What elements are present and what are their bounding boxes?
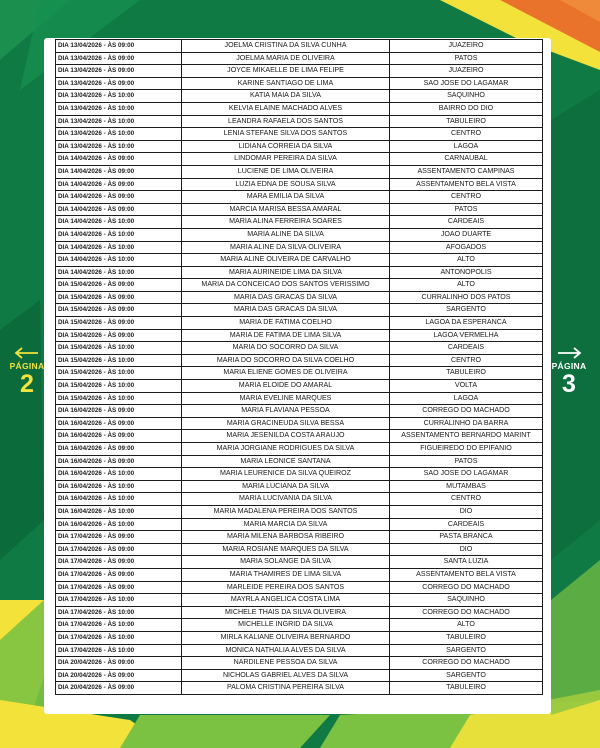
table-row — [56, 581, 543, 594]
table-row — [56, 216, 543, 229]
name-cell: LUZIA EDNA DE SOUSA SILVA — [182, 178, 390, 191]
table-row — [56, 342, 543, 355]
date-cell: DIA 20/04/2026 - ÀS 09:00 — [56, 669, 182, 682]
table-row — [56, 380, 543, 393]
next-page-label: PÁGINA — [551, 361, 587, 371]
name-cell: MARIA MADALENA PEREIRA DOS SANTOS — [182, 505, 390, 518]
date-cell: DIA 16/04/2026 - ÀS 10:00 — [56, 505, 182, 518]
date-cell: DIA 16/04/2026 - ÀS 10:00 — [56, 493, 182, 506]
table-row — [56, 191, 543, 204]
table-row — [56, 657, 543, 670]
date-cell: DIA 13/04/2026 - ÀS 10:00 — [56, 115, 182, 128]
table-row — [56, 644, 543, 657]
location-cell: LAGOA — [390, 392, 543, 405]
name-cell: LEANDRA RAFAELA DOS SANTOS — [182, 115, 390, 128]
location-cell: JUAZEIRO — [390, 40, 543, 53]
location-cell: JOAO DUARTE — [390, 228, 543, 241]
location-cell: ANTONOPOLIS — [390, 266, 543, 279]
previous-page-nav[interactable] — [8, 347, 46, 397]
date-cell: DIA 15/04/2026 - ÀS 10:00 — [56, 367, 182, 380]
date-cell: DIA 15/04/2026 - ÀS 09:00 — [56, 317, 182, 330]
name-cell: MARIA DE FATIMA DE LIMA SILVA — [182, 329, 390, 342]
date-cell: DIA 14/04/2026 - ÀS 09:00 — [56, 203, 182, 216]
table-row — [56, 405, 543, 418]
date-cell: DIA 17/04/2026 - ÀS 10:00 — [56, 619, 182, 632]
name-cell: MARIA LEONICE SANTANA — [182, 455, 390, 468]
date-cell: DIA 14/04/2026 - ÀS 10:00 — [56, 241, 182, 254]
date-cell: DIA 16/04/2026 - ÀS 10:00 — [56, 518, 182, 531]
table-row — [56, 77, 543, 90]
name-cell: LENIA STEFANE SILVA DOS SANTOS — [182, 128, 390, 141]
location-cell: ASSENTAMENTO CAMPINAS — [390, 165, 543, 178]
date-cell: DIA 15/04/2026 - ÀS 09:00 — [56, 304, 182, 317]
name-cell: MICHELE THAIS DA SILVA OLIVEIRA — [182, 606, 390, 619]
name-cell: MONICA NATHALIA ALVES DA SILVA — [182, 644, 390, 657]
table-row — [56, 518, 543, 531]
location-cell: JUAZEIRO — [390, 65, 543, 78]
name-cell: MARIA DO SOCORRO DA SILVA — [182, 342, 390, 355]
table-row — [56, 443, 543, 456]
previous-page-label: PÁGINA — [9, 361, 45, 371]
name-cell: MARLEIDE PEREIRA DOS SANTOS — [182, 581, 390, 594]
table-row — [56, 619, 543, 632]
name-cell: MARIA ALINA FERREIRA SOARES — [182, 216, 390, 229]
table-row — [56, 178, 543, 191]
location-cell: SANTA LUZIA — [390, 556, 543, 569]
table-row — [56, 682, 543, 695]
name-cell: MIRLA KALIANE OLIVEIRA BERNARDO — [182, 631, 390, 644]
table-row — [56, 669, 543, 682]
location-cell: SARGENTO — [390, 669, 543, 682]
table-row — [56, 367, 543, 380]
date-cell: DIA 13/04/2026 - ÀS 09:00 — [56, 77, 182, 90]
name-cell: MARIA ALINE OLIVEIRA DE CARVALHO — [182, 254, 390, 267]
table-row — [56, 241, 543, 254]
name-cell: MARIA FLAVIANA PESSOA — [182, 405, 390, 418]
location-cell: PATOS — [390, 455, 543, 468]
location-cell: CARDEAIS — [390, 342, 543, 355]
location-cell: LAGOA DA ESPERANCA — [390, 317, 543, 330]
location-cell: CENTRO — [390, 493, 543, 506]
table-row — [56, 291, 543, 304]
name-cell: LIDIANA CORREIA DA SILVA — [182, 140, 390, 153]
location-cell: BAIRRO DO DIO — [390, 102, 543, 115]
location-cell: TABULEIRO — [390, 631, 543, 644]
date-cell: DIA 15/04/2026 - ÀS 10:00 — [56, 354, 182, 367]
location-cell: SAQUINHO — [390, 594, 543, 607]
table-row — [56, 90, 543, 103]
name-cell: MARIA MARCIA DA SILVA — [182, 518, 390, 531]
date-cell: DIA 14/04/2026 - ÀS 09:00 — [56, 153, 182, 166]
table-row — [56, 317, 543, 330]
date-cell: DIA 13/04/2026 - ÀS 10:00 — [56, 128, 182, 141]
location-cell: MUTAMBAS — [390, 480, 543, 493]
name-cell: LUCIENE DE LIMA OLIVEIRA — [182, 165, 390, 178]
table-row — [56, 480, 543, 493]
table-row — [56, 455, 543, 468]
name-cell: MARIA DE FATIMA COELHO — [182, 317, 390, 330]
location-cell: AFOGADOS — [390, 241, 543, 254]
date-cell: DIA 14/04/2026 - ÀS 10:00 — [56, 254, 182, 267]
name-cell: JOELMA CRISTINA DA SILVA CUNHA — [182, 40, 390, 53]
location-cell: DIO — [390, 543, 543, 556]
name-cell: MARIA JORGIANE RODRIGUES DA SILVA — [182, 443, 390, 456]
location-cell: DIO — [390, 505, 543, 518]
name-cell: MARIA EVELINE MARQUES — [182, 392, 390, 405]
location-cell: CORREGO DO MACHADO — [390, 657, 543, 670]
table-row — [56, 165, 543, 178]
next-page-number: 3 — [562, 370, 576, 398]
location-cell: TABULEIRO — [390, 115, 543, 128]
date-cell: DIA 14/04/2026 - ÀS 09:00 — [56, 191, 182, 204]
location-cell: CARNAUBAL — [390, 153, 543, 166]
name-cell: KARINE SANTIAGO DE LIMA — [182, 77, 390, 90]
table-row — [56, 493, 543, 506]
table-row — [56, 65, 543, 78]
name-cell: MARIA DA CONCEICAO DOS SANTOS VERISSIMO — [182, 279, 390, 292]
location-cell: FIGUEIREDO DO EPIFANIO — [390, 443, 543, 456]
name-cell: MARIA LUCIVANIA DA SILVA — [182, 493, 390, 506]
location-cell: ASSENTAMENTO BELA VISTA — [390, 568, 543, 581]
date-cell: DIA 17/04/2026 - ÀS 10:00 — [56, 631, 182, 644]
table-row — [56, 606, 543, 619]
arrow-right-icon — [556, 347, 582, 359]
location-cell: CORREGO DO MACHADO — [390, 606, 543, 619]
name-cell: KATIA MAIA DA SILVA — [182, 90, 390, 103]
date-cell: DIA 15/04/2026 - ÀS 09:00 — [56, 279, 182, 292]
date-cell: DIA 17/04/2026 - ÀS 09:00 — [56, 531, 182, 544]
name-cell: JOYCE MIKAELLE DE LIMA FELIPE — [182, 65, 390, 78]
name-cell: MARIA ALINE DA SILVA — [182, 228, 390, 241]
location-cell: LAGOA — [390, 140, 543, 153]
date-cell: DIA 20/04/2026 - ÀS 09:00 — [56, 657, 182, 670]
table-row — [56, 140, 543, 153]
name-cell: MARCIA MARISA BESSA AMARAL — [182, 203, 390, 216]
table-row — [56, 392, 543, 405]
name-cell: MARIA ALINE DA SILVA OLIVEIRA — [182, 241, 390, 254]
table-row — [56, 115, 543, 128]
table-row — [56, 128, 543, 141]
location-cell: TABULEIRO — [390, 367, 543, 380]
date-cell: DIA 15/04/2026 - ÀS 09:00 — [56, 291, 182, 304]
name-cell: LINDOMAR PEREIRA DA SILVA — [182, 153, 390, 166]
date-cell: DIA 15/04/2026 - ÀS 09:00 — [56, 329, 182, 342]
table-row — [56, 354, 543, 367]
previous-page-number: 2 — [20, 370, 34, 398]
date-cell: DIA 17/04/2026 - ÀS 10:00 — [56, 606, 182, 619]
name-cell: MARIA MILENA BARBOSA RIBEIRO — [182, 531, 390, 544]
date-cell: DIA 16/04/2026 - ÀS 09:00 — [56, 417, 182, 430]
name-cell: KELVIA ELAINE MACHADO ALVES — [182, 102, 390, 115]
name-cell: MARIA DAS GRACAS DA SILVA — [182, 304, 390, 317]
table-row — [56, 228, 543, 241]
location-cell: TABULEIRO — [390, 682, 543, 695]
location-cell: SAO JOSE DO LAGAMAR — [390, 77, 543, 90]
table-row — [56, 329, 543, 342]
table-row — [56, 556, 543, 569]
date-cell: DIA 17/04/2026 - ÀS 09:00 — [56, 543, 182, 556]
location-cell: CURRALINHO DA BARRA — [390, 417, 543, 430]
table-row — [56, 304, 543, 317]
table-row — [56, 203, 543, 216]
table-row — [56, 52, 543, 65]
date-cell: DIA 16/04/2026 - ÀS 10:00 — [56, 480, 182, 493]
location-cell: PASTA BRANCA — [390, 531, 543, 544]
date-cell: DIA 14/04/2026 - ÀS 10:00 — [56, 216, 182, 229]
table-row — [56, 279, 543, 292]
date-cell: DIA 13/04/2026 - ÀS 09:00 — [56, 40, 182, 53]
arrow-left-icon — [14, 347, 40, 359]
name-cell: MARIA ELOIDE DO AMARAL — [182, 380, 390, 393]
date-cell: DIA 15/04/2026 - ÀS 10:00 — [56, 380, 182, 393]
date-cell: DIA 17/04/2026 - ÀS 10:00 — [56, 594, 182, 607]
next-page-nav[interactable] — [550, 347, 588, 397]
table-row — [56, 594, 543, 607]
date-cell: DIA 17/04/2026 - ÀS 09:00 — [56, 556, 182, 569]
location-cell: ALTO — [390, 619, 543, 632]
date-cell: DIA 13/04/2026 - ÀS 09:00 — [56, 65, 182, 78]
name-cell: MARIA DAS GRACAS DA SILVA — [182, 291, 390, 304]
date-cell: DIA 16/04/2026 - ÀS 09:00 — [56, 405, 182, 418]
date-cell: DIA 16/04/2026 - ÀS 09:00 — [56, 443, 182, 456]
name-cell: NICHOLAS GABRIEL ALVES DA SILVA — [182, 669, 390, 682]
table-row — [56, 153, 543, 166]
location-cell: ASSENTAMENTO BELA VISTA — [390, 178, 543, 191]
name-cell: MARA EMILIA DA SILVA — [182, 191, 390, 204]
date-cell: DIA 16/04/2026 - ÀS 09:00 — [56, 430, 182, 443]
date-cell: DIA 14/04/2026 - ÀS 09:00 — [56, 178, 182, 191]
location-cell: CORREGO DO MACHADO — [390, 581, 543, 594]
table-row — [56, 531, 543, 544]
location-cell: CORREGO DO MACHADO — [390, 405, 543, 418]
name-cell: MARIA DO SOCORRO DA SILVA COELHO — [182, 354, 390, 367]
table-row — [56, 266, 543, 279]
location-cell: SARGENTO — [390, 644, 543, 657]
date-cell: DIA 15/04/2026 - ÀS 10:00 — [56, 342, 182, 355]
name-cell: MARIA THAMIRES DE LIMA SILVA — [182, 568, 390, 581]
location-cell: SAQUINHO — [390, 90, 543, 103]
location-cell: SAO JOSE DO LAGAMAR — [390, 468, 543, 481]
name-cell: NARDILENE PESSOA DA SILVA — [182, 657, 390, 670]
date-cell: DIA 14/04/2026 - ÀS 10:00 — [56, 228, 182, 241]
date-cell: DIA 13/04/2026 - ÀS 10:00 — [56, 90, 182, 103]
name-cell: MARIA ELIENE GOMES DE OLIVEIRA — [182, 367, 390, 380]
table-row — [56, 430, 543, 443]
name-cell: MARIA JESENILDA COSTA ARAUJO — [182, 430, 390, 443]
date-cell: DIA 17/04/2026 - ÀS 09:00 — [56, 568, 182, 581]
name-cell: MARIA LUCIANA DA SILVA — [182, 480, 390, 493]
name-cell: MARIA SOLANGE DA SILVA — [182, 556, 390, 569]
location-cell: PATOS — [390, 52, 543, 65]
location-cell: ALTO — [390, 279, 543, 292]
name-cell: MARIA AURINEIDE LIMA DA SILVA — [182, 266, 390, 279]
location-cell: LAGOA VERMELHA — [390, 329, 543, 342]
location-cell: CENTRO — [390, 128, 543, 141]
location-cell: CURRALINHO DOS PATOS — [390, 291, 543, 304]
location-cell: PATOS — [390, 203, 543, 216]
date-cell: DIA 16/04/2026 - ÀS 09:00 — [56, 455, 182, 468]
table-row — [56, 40, 543, 53]
date-cell: DIA 13/04/2026 - ÀS 10:00 — [56, 102, 182, 115]
table-row — [56, 254, 543, 267]
location-cell: CENTRO — [390, 191, 543, 204]
table-row — [56, 568, 543, 581]
name-cell: MARIA LEURENICE DA SILVA QUEIROZ — [182, 468, 390, 481]
location-cell: ASSENTAMENTO BERNARDO MARINT — [390, 430, 543, 443]
date-cell: DIA 14/04/2026 - ÀS 10:00 — [56, 266, 182, 279]
name-cell: MAYRLA ANGELICA COSTA LIMA — [182, 594, 390, 607]
table-row — [56, 631, 543, 644]
schedule-table-body — [56, 40, 543, 695]
location-cell: CARDEAIS — [390, 518, 543, 531]
table-row — [56, 505, 543, 518]
table-row — [56, 417, 543, 430]
date-cell: DIA 20/04/2026 - ÀS 09:00 — [56, 682, 182, 695]
location-cell: SARGENTO — [390, 304, 543, 317]
date-cell: DIA 17/04/2026 - ÀS 10:00 — [56, 644, 182, 657]
date-cell: DIA 13/04/2026 - ÀS 09:00 — [56, 52, 182, 65]
table-row — [56, 102, 543, 115]
name-cell: MICHELLE INGRID DA SILVA — [182, 619, 390, 632]
date-cell: DIA 15/04/2026 - ÀS 10:00 — [56, 392, 182, 405]
name-cell: MARIA ROSIANE MARQUES DA SILVA — [182, 543, 390, 556]
date-cell: DIA 14/04/2026 - ÀS 09:00 — [56, 165, 182, 178]
table-row — [56, 543, 543, 556]
location-cell: CARDEAIS — [390, 216, 543, 229]
name-cell: MARIA GRACINEUDA SILVA BESSA — [182, 417, 390, 430]
location-cell: CENTRO — [390, 354, 543, 367]
date-cell: DIA 16/04/2026 - ÀS 10:00 — [56, 468, 182, 481]
date-cell: DIA 17/04/2026 - ÀS 09:00 — [56, 581, 182, 594]
schedule-table — [55, 39, 543, 695]
table-row — [56, 468, 543, 481]
location-cell: VOLTA — [390, 380, 543, 393]
name-cell: PALOMA CRISTINA PEREIRA SILVA — [182, 682, 390, 695]
location-cell: ALTO — [390, 254, 543, 267]
name-cell: JOELMA MARIA DE OLIVEIRA — [182, 52, 390, 65]
date-cell: DIA 13/04/2026 - ÀS 10:00 — [56, 140, 182, 153]
